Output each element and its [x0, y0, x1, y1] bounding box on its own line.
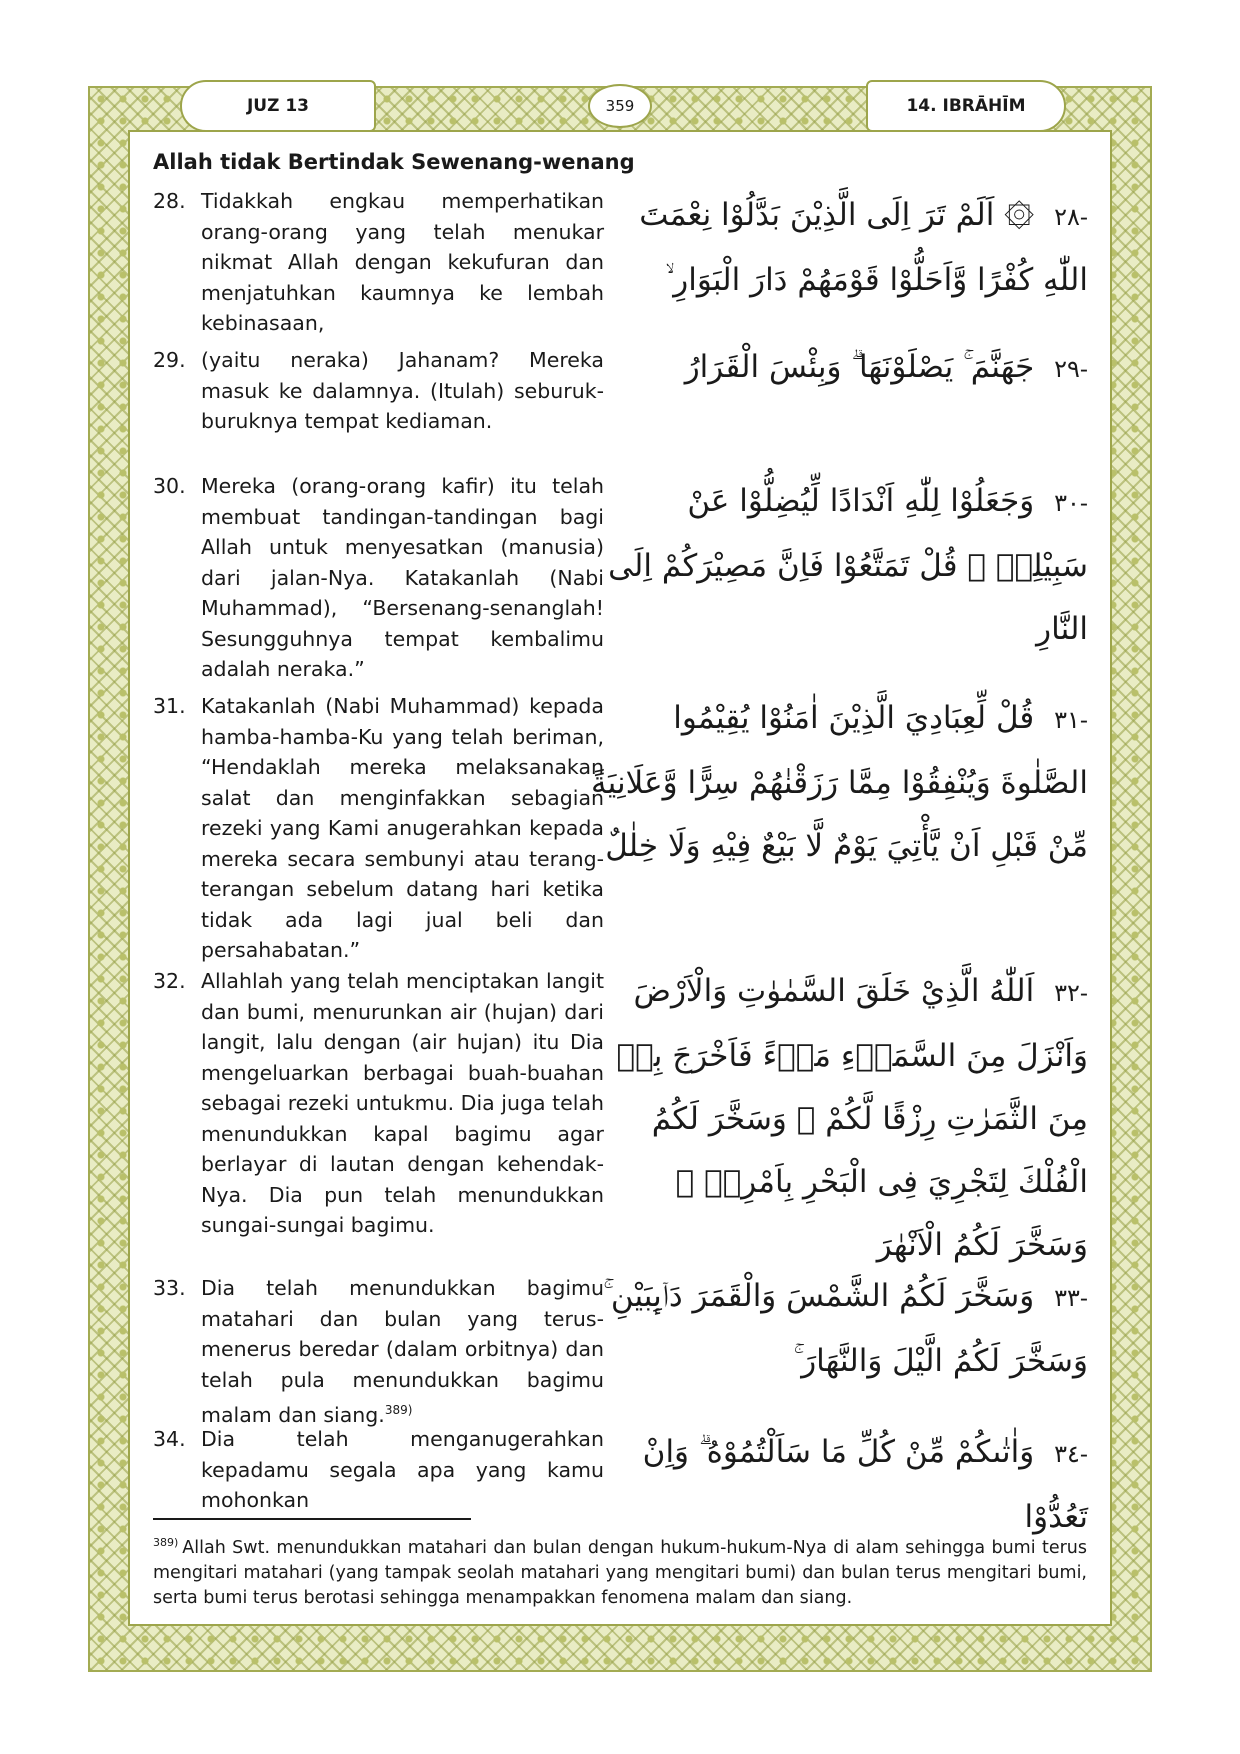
surah-text: 14. IBRĀHĪM [906, 96, 1026, 116]
arabic-text: اَللّٰهُ الَّذِيْ خَلَقَ السَّمٰوٰتِ وَالْاَرْضَ وَاَنْزَلَ مِنَ السَّمَاۤءِ مَاۤءً فَاَخْرَجَ بِهٖ مِنَ الثَّمَرٰتِ رِزْقًا لَّكُمْ ۚ وَسَخَّرَ لَكُمُ الْفُلْكَ لِتَجْرِيَ فِى الْبَحْرِ بِاَمْرِهٖ ۚ وَسَخَّرَ لَكُمُ الْاَنْهٰرَ [616, 973, 1088, 1263]
arabic-text: وَاٰتٰىكُمْ مِّنْ كُلِّ مَا سَاَلْتُمُوْهُ ۗ وَاِنْ تَعُدُّوْا [642, 1434, 1088, 1535]
verse-translation-34 [153, 1424, 604, 1516]
verse-number: 30. [153, 474, 186, 498]
arabic-verse-number: -٢٩ [1054, 355, 1088, 383]
arabic-verse-number: -٢٨ [1054, 203, 1088, 231]
footnote-marker: 389) [153, 1536, 179, 1549]
verse-text: Allahlah yang telah menciptakan langit dan bumi, menurunkan air (hujan) dari langit, lalu dengan (air hujan) itu Dia mengeluarkan berbagai buah-buahan sebagai rezeki untukmu. Dia juga telah menundukkan kapal bagimu agar berlayar di lautan dengan kehendak-Nya. Dia pun telah menundukkan sungai-sungai bagimu. [201, 969, 604, 1237]
arabic-verse-31 [588, 687, 1088, 878]
footnote-text: Allah Swt. menundukkan matahari dan bulan dengan hukum-hukum-Nya di alam sehingga bumi terus mengitari matahari (yang tampak seolah matahari yang mengitari bumi) dan bulan terus mengitari bumi, serta bumi terus berotasi sehingga menampakkan fenomena malam dan siang. [153, 1537, 1087, 1608]
verse-text: Dia telah menganugerahkan kepadamu segala apa yang kamu mohonkan [201, 1427, 604, 1512]
verse-text: Mereka (orang-orang kafir) itu telah membuat tandingan-tandingan bagi Allah untuk menyesatkan (manusia) dari jalan-Nya. Katakanlah (Nabi Muhammad), “Bersenang-senanglah! Sesungguhnya tempat kembalimu adalah neraka.” [201, 474, 604, 681]
arabic-text: وَجَعَلُوْا لِلّٰهِ اَنْدَادًا لِّيُضِلُّوْا عَنْ سَبِيْلِهٖ ۗ قُلْ تَمَتَّعُوْا فَاِنَّ مَصِيْرَكُمْ اِلَى النَّارِ [608, 483, 1088, 647]
footnote-divider [153, 1518, 471, 1520]
juz-label [180, 80, 376, 132]
verse-translation-29 [153, 345, 604, 437]
juz-text: JUZ 13 [246, 96, 310, 116]
footnote [153, 1530, 1087, 1611]
verse-text-body: Dia telah menundukkan bagimu matahari dan bulan yang terus-menerus beredar (dalam orbitnya) dan telah pula menundukkan bagimu malam dan siang. [201, 1276, 604, 1427]
verse-number: 31. [153, 694, 186, 718]
verse-translation-33 [153, 1273, 604, 1430]
arabic-text: ۞ اَلَمْ تَرَ اِلَى الَّذِيْنَ بَدَّلُوْا نِعْمَتَ اللّٰهِ كُفْرًا وَّاَحَلُّوْا قَوْمَهُمْ دَارَ الْبَوَارِ ۙ [639, 197, 1088, 298]
arabic-verse-33 [588, 1265, 1088, 1393]
verse-translation-28 [153, 186, 604, 339]
arabic-verse-32 [588, 960, 1088, 1277]
verse-text: (yaitu neraka) Jahanam? Mereka masuk ke dalamnya. (Itulah) seburuk-buruknya tempat kediaman. [201, 348, 604, 433]
verse-number: 34. [153, 1427, 186, 1451]
verse-translation-32 [153, 966, 604, 1241]
verse-number: 29. [153, 348, 186, 372]
arabic-verse-30 [588, 470, 1088, 661]
arabic-text: وَسَخَّرَ لَكُمُ الشَّمْسَ وَالْقَمَرَ دَاۤىِٕبَيْنِ ۚ وَسَخَّرَ لَكُمُ الَّيْلَ وَالنَّهَارَ ۚ [603, 1278, 1088, 1379]
arabic-verse-number: -٣٠ [1054, 489, 1088, 517]
arabic-text: قُلْ لِّعِبَادِيَ الَّذِيْنَ اٰمَنُوْا يُقِيْمُوا الصَّلٰوةَ وَيُنْفِقُوْا مِمَّا رَزَقْنٰهُمْ سِرًّا وَّعَلَانِيَةً مِّنْ قَبْلِ اَنْ يَّأْتِيَ يَوْمٌ لَّا بَيْعٌ فِيْهِ وَلَا خِلٰلٌ [591, 700, 1088, 864]
arabic-verse-28 [588, 184, 1088, 312]
arabic-text: جَهَنَّمَ ۚ يَصْلَوْنَهَا ۗ وَبِئْسَ الْقَرَارُ [684, 349, 1035, 385]
section-title: Allah tidak Bertindak Sewenang-wenang [153, 150, 635, 174]
arabic-verse-29 [588, 336, 1088, 401]
page-number-text: 359 [605, 97, 635, 115]
verse-translation-30 [153, 471, 604, 685]
verse-text [201, 1273, 604, 1430]
arabic-verse-number: -٣١ [1054, 706, 1088, 734]
verse-number: 32. [153, 969, 186, 993]
arabic-verse-number: -٣٤ [1054, 1440, 1088, 1468]
arabic-verse-number: -٣٣ [1054, 1284, 1088, 1312]
arabic-verse-number: -٣٢ [1054, 979, 1088, 1007]
verse-number: 33. [153, 1276, 186, 1300]
verse-text: Tidakkah engkau memperhatikan orang-orang yang telah menukar nikmat Allah dengan kekufuran dan menjatuhkan kaumnya ke lembah kebinasaan, [201, 189, 604, 335]
page-number [588, 84, 652, 128]
footnote-reference[interactable]: 389) [384, 1403, 413, 1417]
verse-number: 28. [153, 189, 186, 213]
verse-text: Katakanlah (Nabi Muhammad) kepada hamba-hamba-Ku yang telah beriman, “Hendaklah mereka melaksanakan salat dan menginfakkan sebagian rezeki yang Kami anugerahkan kepada mereka secara sembunyi atau terang-terangan sebelum datang hari ketika tidak ada lagi jual beli dan persahabatan.” [201, 694, 604, 962]
verse-translation-31 [153, 691, 604, 966]
surah-label [866, 80, 1066, 132]
